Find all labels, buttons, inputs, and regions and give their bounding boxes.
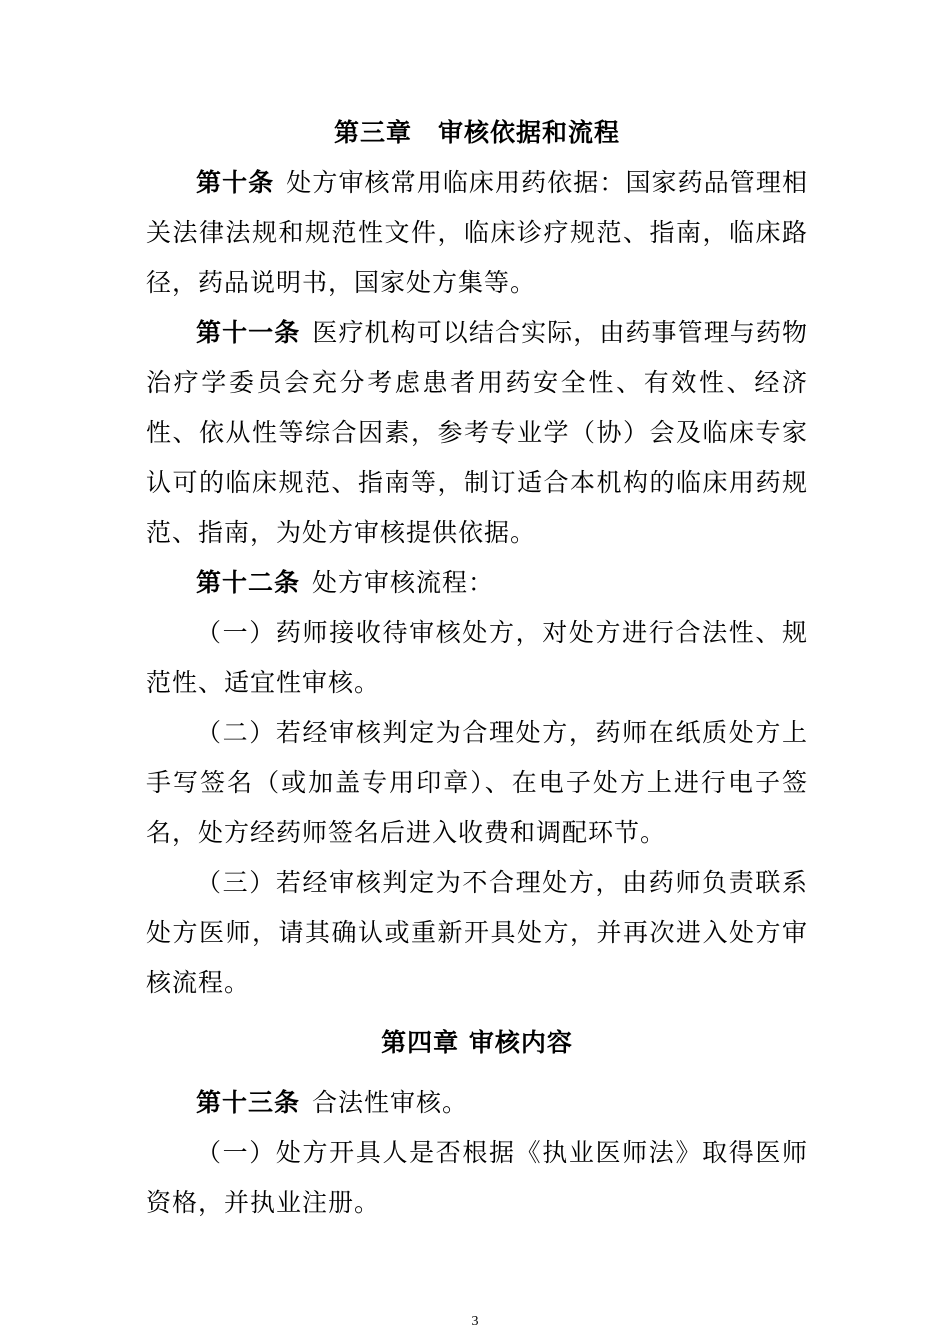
article-11 bbox=[146, 308, 808, 558]
chapter-4-title: 第四章 审核内容 bbox=[381, 1028, 573, 1057]
article-13-text: 合法性审核。 bbox=[312, 1088, 469, 1117]
article-13-item-1: （一）处方开具人是否根据《执业医师法》取得医师资格，并执业注册。 bbox=[146, 1138, 808, 1217]
article-10 bbox=[146, 158, 808, 308]
article-11-label: 第十一条 bbox=[196, 318, 301, 347]
page-number: 3 bbox=[471, 1314, 479, 1329]
article-12-label: 第十二条 bbox=[196, 568, 301, 597]
article-11-text: 医疗机构可以结合实际，由药事管理与药物治疗学委员会充分考虑患者用药安全性、有效性、经济性、依从性等综合因素，参考专业学（协）会及临床专家认可的临床规范、指南等，制订适合本机构的临床用药规范、指南，为处方审核提供依据。 bbox=[146, 318, 808, 547]
article-13-label: 第十三条 bbox=[196, 1088, 301, 1117]
article-12-text: 处方审核流程： bbox=[312, 568, 495, 597]
article-12-item-3: （三）若经审核判定为不合理处方，由药师负责联系处方医师，请其确认或重新开具处方，并再次进入处方审核流程。 bbox=[146, 868, 808, 997]
chapter-3-title: 第三章 审核依据和流程 bbox=[333, 118, 620, 147]
document-body bbox=[146, 108, 808, 1228]
article-12-item-2: （二）若经审核判定为合理处方，药师在纸质处方上手写签名（或加盖专用印章）、在电子处方上进行电子签名，处方经药师签名后进入收费和调配环节。 bbox=[146, 718, 808, 847]
article-10-text: 处方审核常用临床用药依据：国家药品管理相关法律法规和规范性文件，临床诊疗规范、指南，临床路径，药品说明书，国家处方集等。 bbox=[146, 168, 808, 297]
article-12 bbox=[146, 558, 808, 608]
article-13 bbox=[146, 1078, 808, 1128]
article-12-item-1: （一）药师接收待审核处方，对处方进行合法性、规范性、适宜性审核。 bbox=[146, 618, 808, 697]
article-10-label: 第十条 bbox=[196, 168, 275, 197]
